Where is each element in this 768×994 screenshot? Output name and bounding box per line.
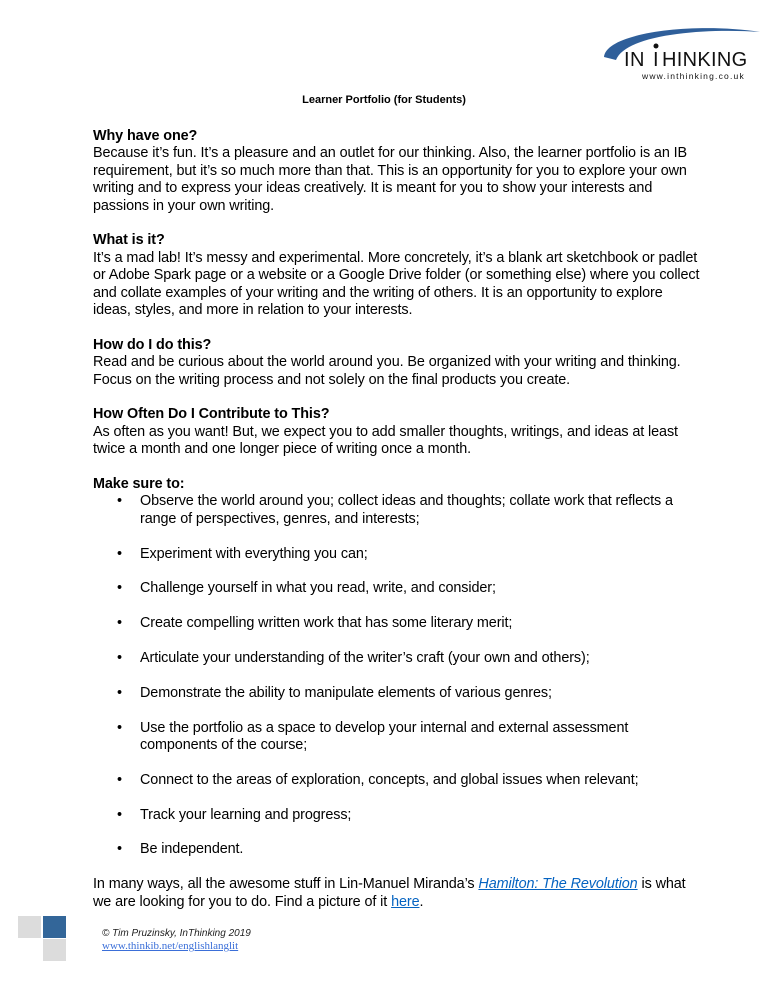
copyright: © Tim Pruzinsky, InThinking 2019 [102,928,251,939]
svg-text:IN: IN [624,49,645,71]
section-body: Because it’s fun. It’s a pleasure and an outlet for our thinking. Also, the learner portfolio is an IB requirement, but it’s so much more than that. This is an opportunity for you to explore your own writing and to express your ideas creatively. It is meant for you to show your interests and passions in your own writing. [93,145,688,214]
section-body: Read and be curious about the world around you. Be organized with your writing and thinking. Focus on the writing process and not solely on the final products you create. [93,354,681,388]
list-item: • Demonstrate the ability to manipulate elements of various genres; [93,685,703,702]
closing-text: is what we are looking for you to do. Find a picture of it [93,876,686,910]
section-how-often [93,406,703,458]
section-body: It’s a mad lab! It’s messy and experimental. More concretely, it’s a blank art sketchbook or padlet or Adobe Spark page or a website or a Google Drive folder (or something else) where you collect and collate examples of your writing and the writing of others. It is an opportunity to explore ideas, styles, and more in relation to your interests. [93,249,700,319]
list-item: • Challenge yourself in what you read, write, and consider; [93,580,703,597]
section-why [93,128,703,215]
closing-text: . [419,893,424,910]
decorative-square [43,939,66,961]
make-sure-heading: Make sure to: [93,476,185,493]
list-item: • Use the portfolio as a space to develop your internal and external assessment components of the course; [93,720,703,755]
decorative-square [43,916,66,938]
decorative-square [18,916,41,938]
section-body: As often as you want! But, we expect you to add smaller thoughts, writings, and ideas at least twice a month and one longer piece of writing once a month. [93,423,678,458]
section-what [93,232,703,319]
section-heading: Why have one? [93,128,198,144]
section-heading: How do I do this? [93,336,212,353]
svg-text:I: I [653,49,659,71]
section-how [93,337,703,389]
svg-text:www.inthinking.co.uk: www.inthinking.co.uk [642,71,745,81]
list-item: • Articulate your understanding of the writer’s craft (your own and others); [93,650,703,667]
hamilton-link[interactable]: Hamilton: The Revolution [478,876,638,893]
document-body [93,128,703,928]
document-title: Learner Portfolio (for Students) [302,94,466,106]
section-heading: How Often Do I Contribute to This? [93,406,330,423]
make-sure-list [93,493,703,858]
here-link[interactable]: here [391,893,420,910]
list-item: • Observe the world around you; collect ideas and thoughts; collate work that reflects a range of perspectives, genres, and interests; [93,493,703,528]
footer-link[interactable]: www.thinkib.net/englishlanglit [102,940,239,952]
list-item: • Experiment with everything you can; [93,546,703,563]
list-item: • Connect to the areas of exploration, concepts, and global issues when relevant; [93,772,703,789]
inthinking-logo [596,22,761,82]
closing-paragraph [93,876,703,911]
list-item: • Track your learning and progress; [93,807,703,824]
closing-text: In many ways, all the awesome stuff in Lin-Manuel Miranda’s [93,876,479,893]
footer [102,927,251,953]
list-item: • Be independent. [93,841,703,858]
section-heading: What is it? [93,232,165,249]
svg-text:HINKING: HINKING [662,49,748,71]
list-item: • Create compelling written work that has some literary merit; [93,615,703,632]
